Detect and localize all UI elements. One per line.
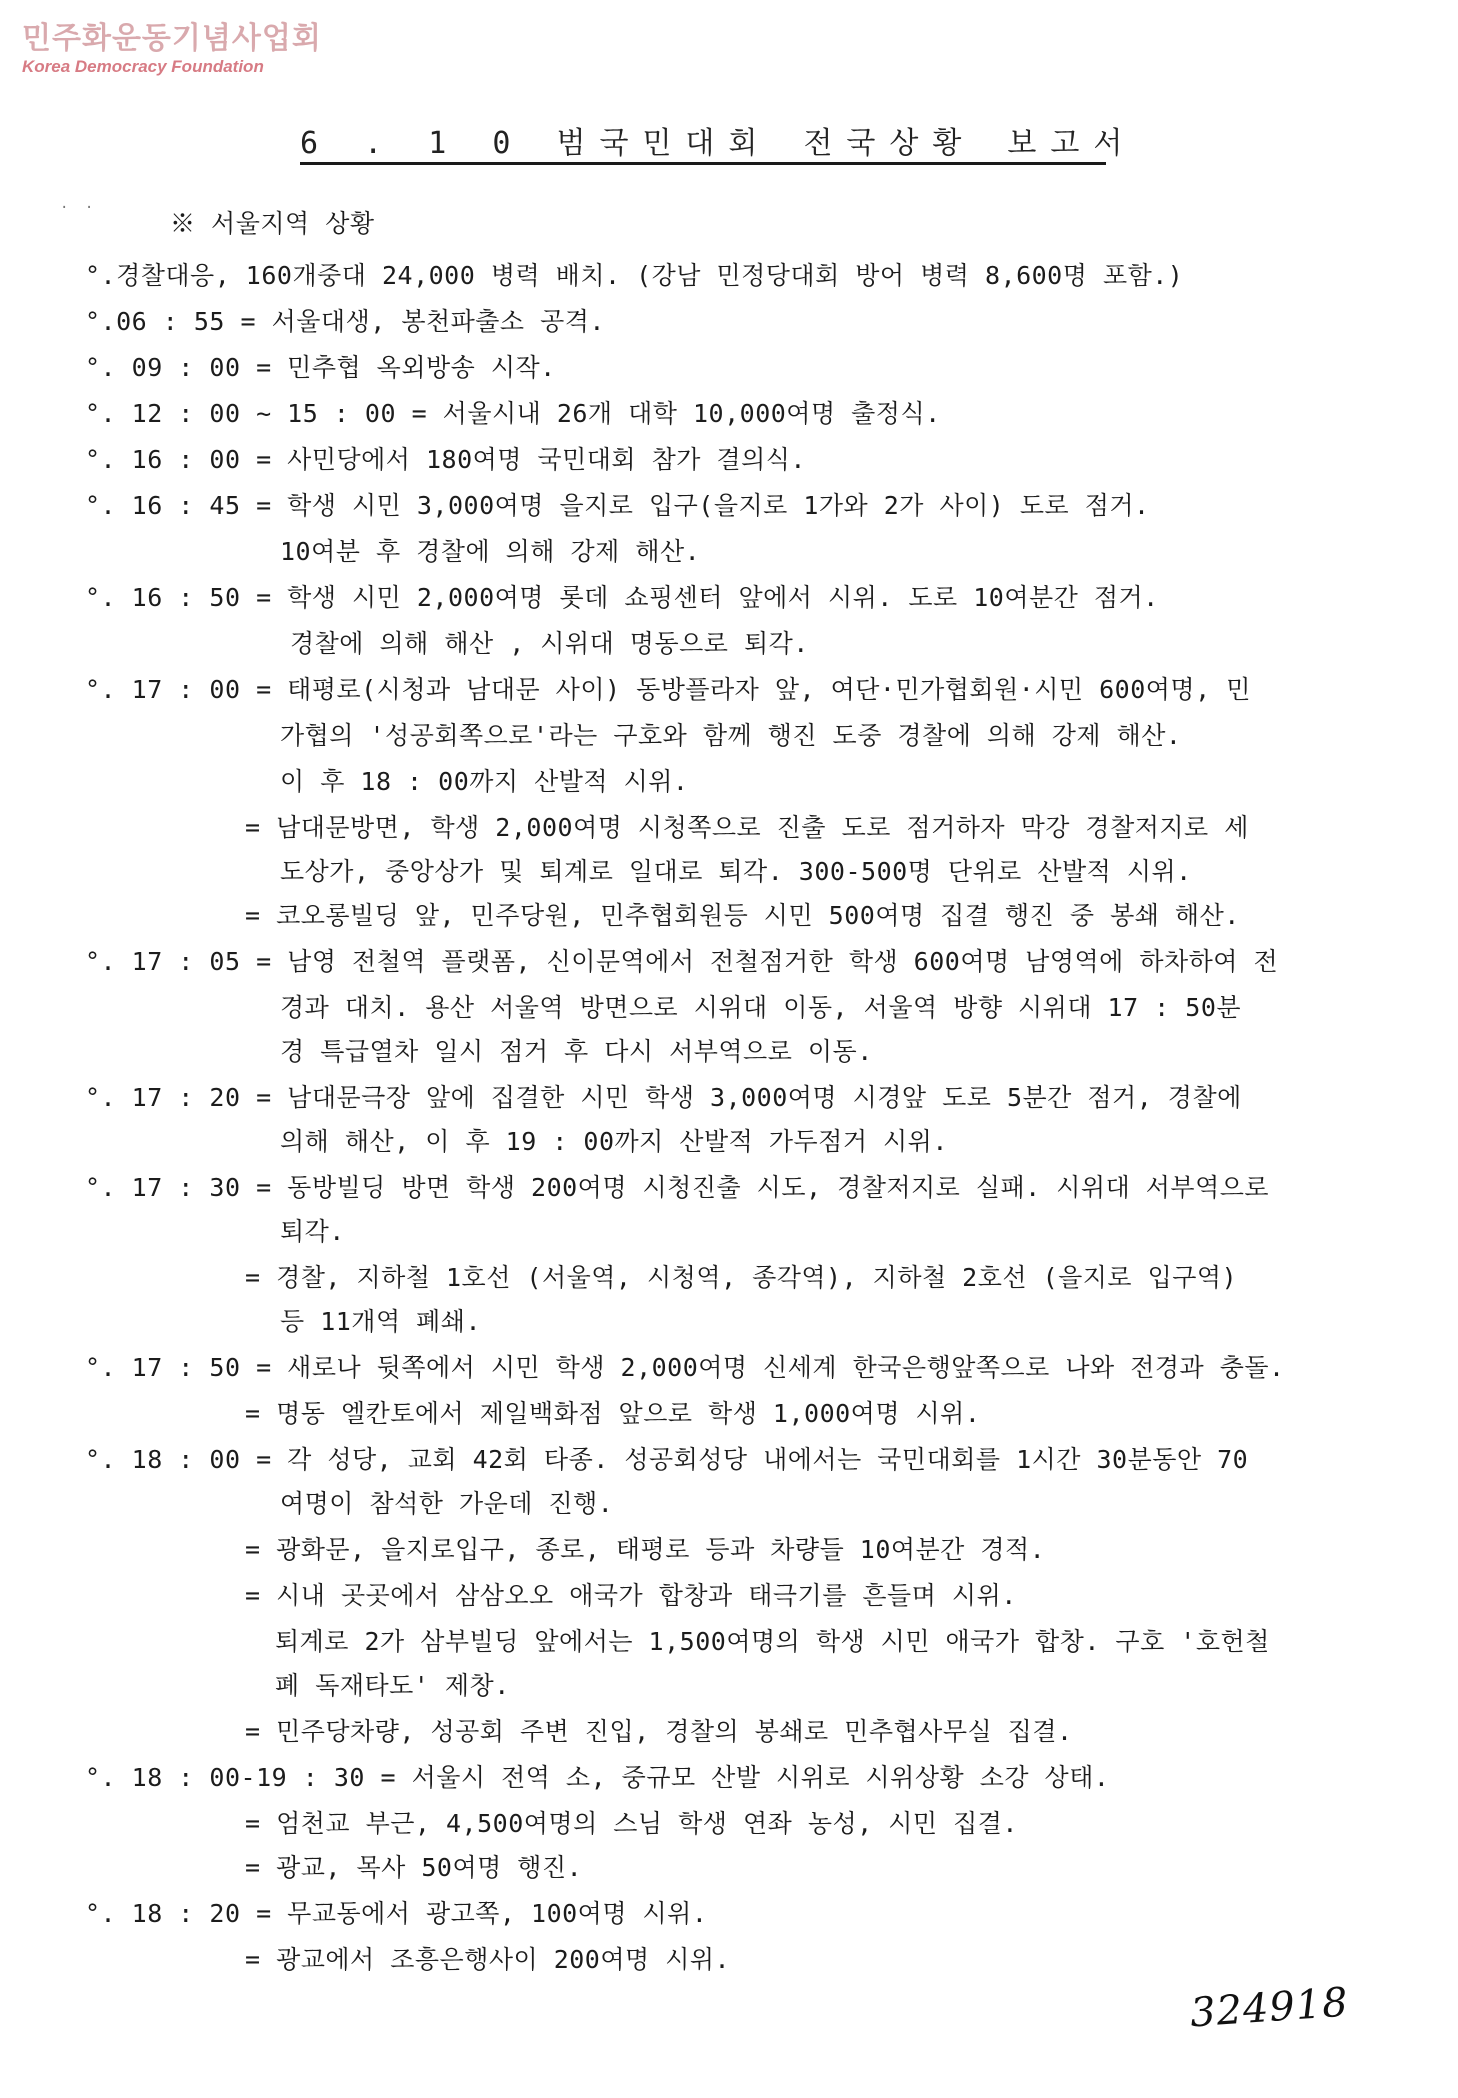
body-line: °.경찰대응, 160개중대 24,000 병력 배치. (강남 민정당대회 방어 병력 8,600명 포함.) (85, 261, 1184, 290)
body-line: °. 16 : 00 = 사민당에서 180여명 국민대회 참가 결의식. (85, 445, 806, 474)
body-line: 폐 독재타도' 제창. (275, 1671, 510, 1700)
body-line: 여명이 참석한 가운데 진행. (280, 1489, 614, 1518)
body-line: °. 16 : 50 = 학생 시민 2,000여명 롯데 쇼핑센터 앞에서 시위. 도로 10여분간 점거. (85, 583, 1159, 612)
body-line: 경 특급열차 일시 점거 후 다시 서부역으로 이동. (280, 1037, 873, 1066)
body-line: = 광교, 목사 50여명 행진. (245, 1853, 583, 1882)
watermark-english: Korea Democracy Foundation (22, 57, 264, 76)
body-line: = 경찰, 지하철 1호선 (서울역, 시청역, 종각역), 지하철 2호선 (을지로 입구역) (245, 1263, 1238, 1292)
body-line: = 코오롱빌딩 앞, 민주당원, 민추협회원등 시민 500여명 집결 행진 중 봉쇄 해산. (245, 901, 1240, 930)
body-line: °.06 : 55 = 서울대생, 봉천파출소 공격. (85, 307, 605, 336)
watermark-korean: 민주화운동기념사업회 (22, 21, 322, 56)
body-line: 의해 해산, 이 후 19 : 00까지 산발적 가두점거 시위. (280, 1127, 948, 1156)
section-heading: ※ 서울지역 상황 (170, 209, 375, 238)
body-line: °. 17 : 05 = 남영 전철역 플랫폼, 신이문역에서 전철점거한 학생 600여명 남영역에 하차하여 전 (85, 947, 1279, 976)
body-line: °. 12 : 00 ~ 15 : 00 = 서울시내 26개 대학 10,000여명 출정식. (85, 399, 941, 428)
body-line: °. 17 : 50 = 새로나 뒷쪽에서 시민 학생 2,000여명 신세계 한국은행앞쪽으로 나와 전경과 충돌. (85, 1353, 1285, 1382)
body-line: °. 17 : 00 = 태평로(시청과 남대문 사이) 동방플라자 앞, 여단·민가협회원·시민 600여명, 민 (85, 675, 1251, 704)
body-line: = 광화문, 을지로입구, 종로, 태평로 등과 차량들 10여분간 경적. (245, 1535, 1046, 1564)
body-line: 퇴각. (280, 1217, 345, 1246)
body-line: °. 18 : 20 = 무교동에서 광고쪽, 100여명 시위. (85, 1899, 708, 1928)
body-line: °. 17 : 20 = 남대문극장 앞에 집결한 시민 학생 3,000여명 시경앞 도로 5분간 점거, 경찰에 (85, 1083, 1242, 1112)
body-line: °. 09 : 00 = 민추협 옥외방송 시작. (85, 353, 556, 382)
body-line: = 민주당차량, 성공회 주변 진입, 경찰의 봉쇄로 민추협사무실 집결. (245, 1717, 1073, 1746)
body-line: °. 18 : 00-19 : 30 = 서울시 전역 소, 중규모 산발 시위로 시위상황 소강 상태. (85, 1763, 1110, 1792)
body-line: 10여분 후 경찰에 의해 강제 해산. (280, 537, 701, 566)
body-line: 이 후 18 : 00까지 산발적 시위. (280, 767, 689, 796)
body-line: °. 16 : 45 = 학생 시민 3,000여명 을지로 입구(을지로 1가와 2가 사이) 도로 점거. (85, 491, 1150, 520)
body-line: 경찰에 의해 해산 , 시위대 명동으로 퇴각. (290, 629, 809, 658)
body-line: °. 18 : 00 = 각 성당, 교회 42회 타종. 성공회성당 내에서는 국민대회를 1시간 30분동안 70 (85, 1445, 1249, 1474)
body-line: °. 17 : 30 = 동방빌딩 방면 학생 200여명 시청진출 시도, 경찰저지로 실패. 시위대 서부역으로 (85, 1173, 1270, 1202)
body-line: = 엄천교 부근, 4,500여명의 스님 학생 연좌 농성, 시민 집결. (245, 1809, 1018, 1838)
scan-marks: · · (60, 200, 98, 216)
page-number: 324918 (1188, 1979, 1351, 2037)
body-line: 등 11개역 폐쇄. (280, 1307, 482, 1336)
body-line: 가협의 '성공회쪽으로'라는 구호와 함께 행진 도중 경찰에 의해 강제 해산. (280, 721, 1182, 750)
document-title: 6 . 1 0 범국민대회 전국상황 보고서 (300, 126, 1137, 161)
body-line: = 광교에서 조흥은행사이 200여명 시위. (245, 1945, 731, 1974)
body-line: 경과 대치. 용산 서울역 방면으로 시위대 이동, 서울역 방향 시위대 17 : 50분 (280, 993, 1242, 1022)
body-line: 퇴계로 2가 삼부빌딩 앞에서는 1,500여명의 학생 시민 애국가 합창. 구호 '호헌철 (275, 1627, 1270, 1656)
body-line: = 남대문방면, 학생 2,000여명 시청쪽으로 진출 도로 점거하자 막강 경찰저지로 세 (245, 813, 1249, 842)
body-line: = 명동 엘칸토에서 제일백화점 앞으로 학생 1,000여명 시위. (245, 1399, 981, 1428)
body-line: = 시내 곳곳에서 삼삼오오 애국가 합창과 태극기를 흔들며 시위. (245, 1581, 1017, 1610)
body-line: 도상가, 중앙상가 및 퇴계로 일대로 퇴각. 300-500명 단위로 산발적 시위. (280, 857, 1192, 886)
